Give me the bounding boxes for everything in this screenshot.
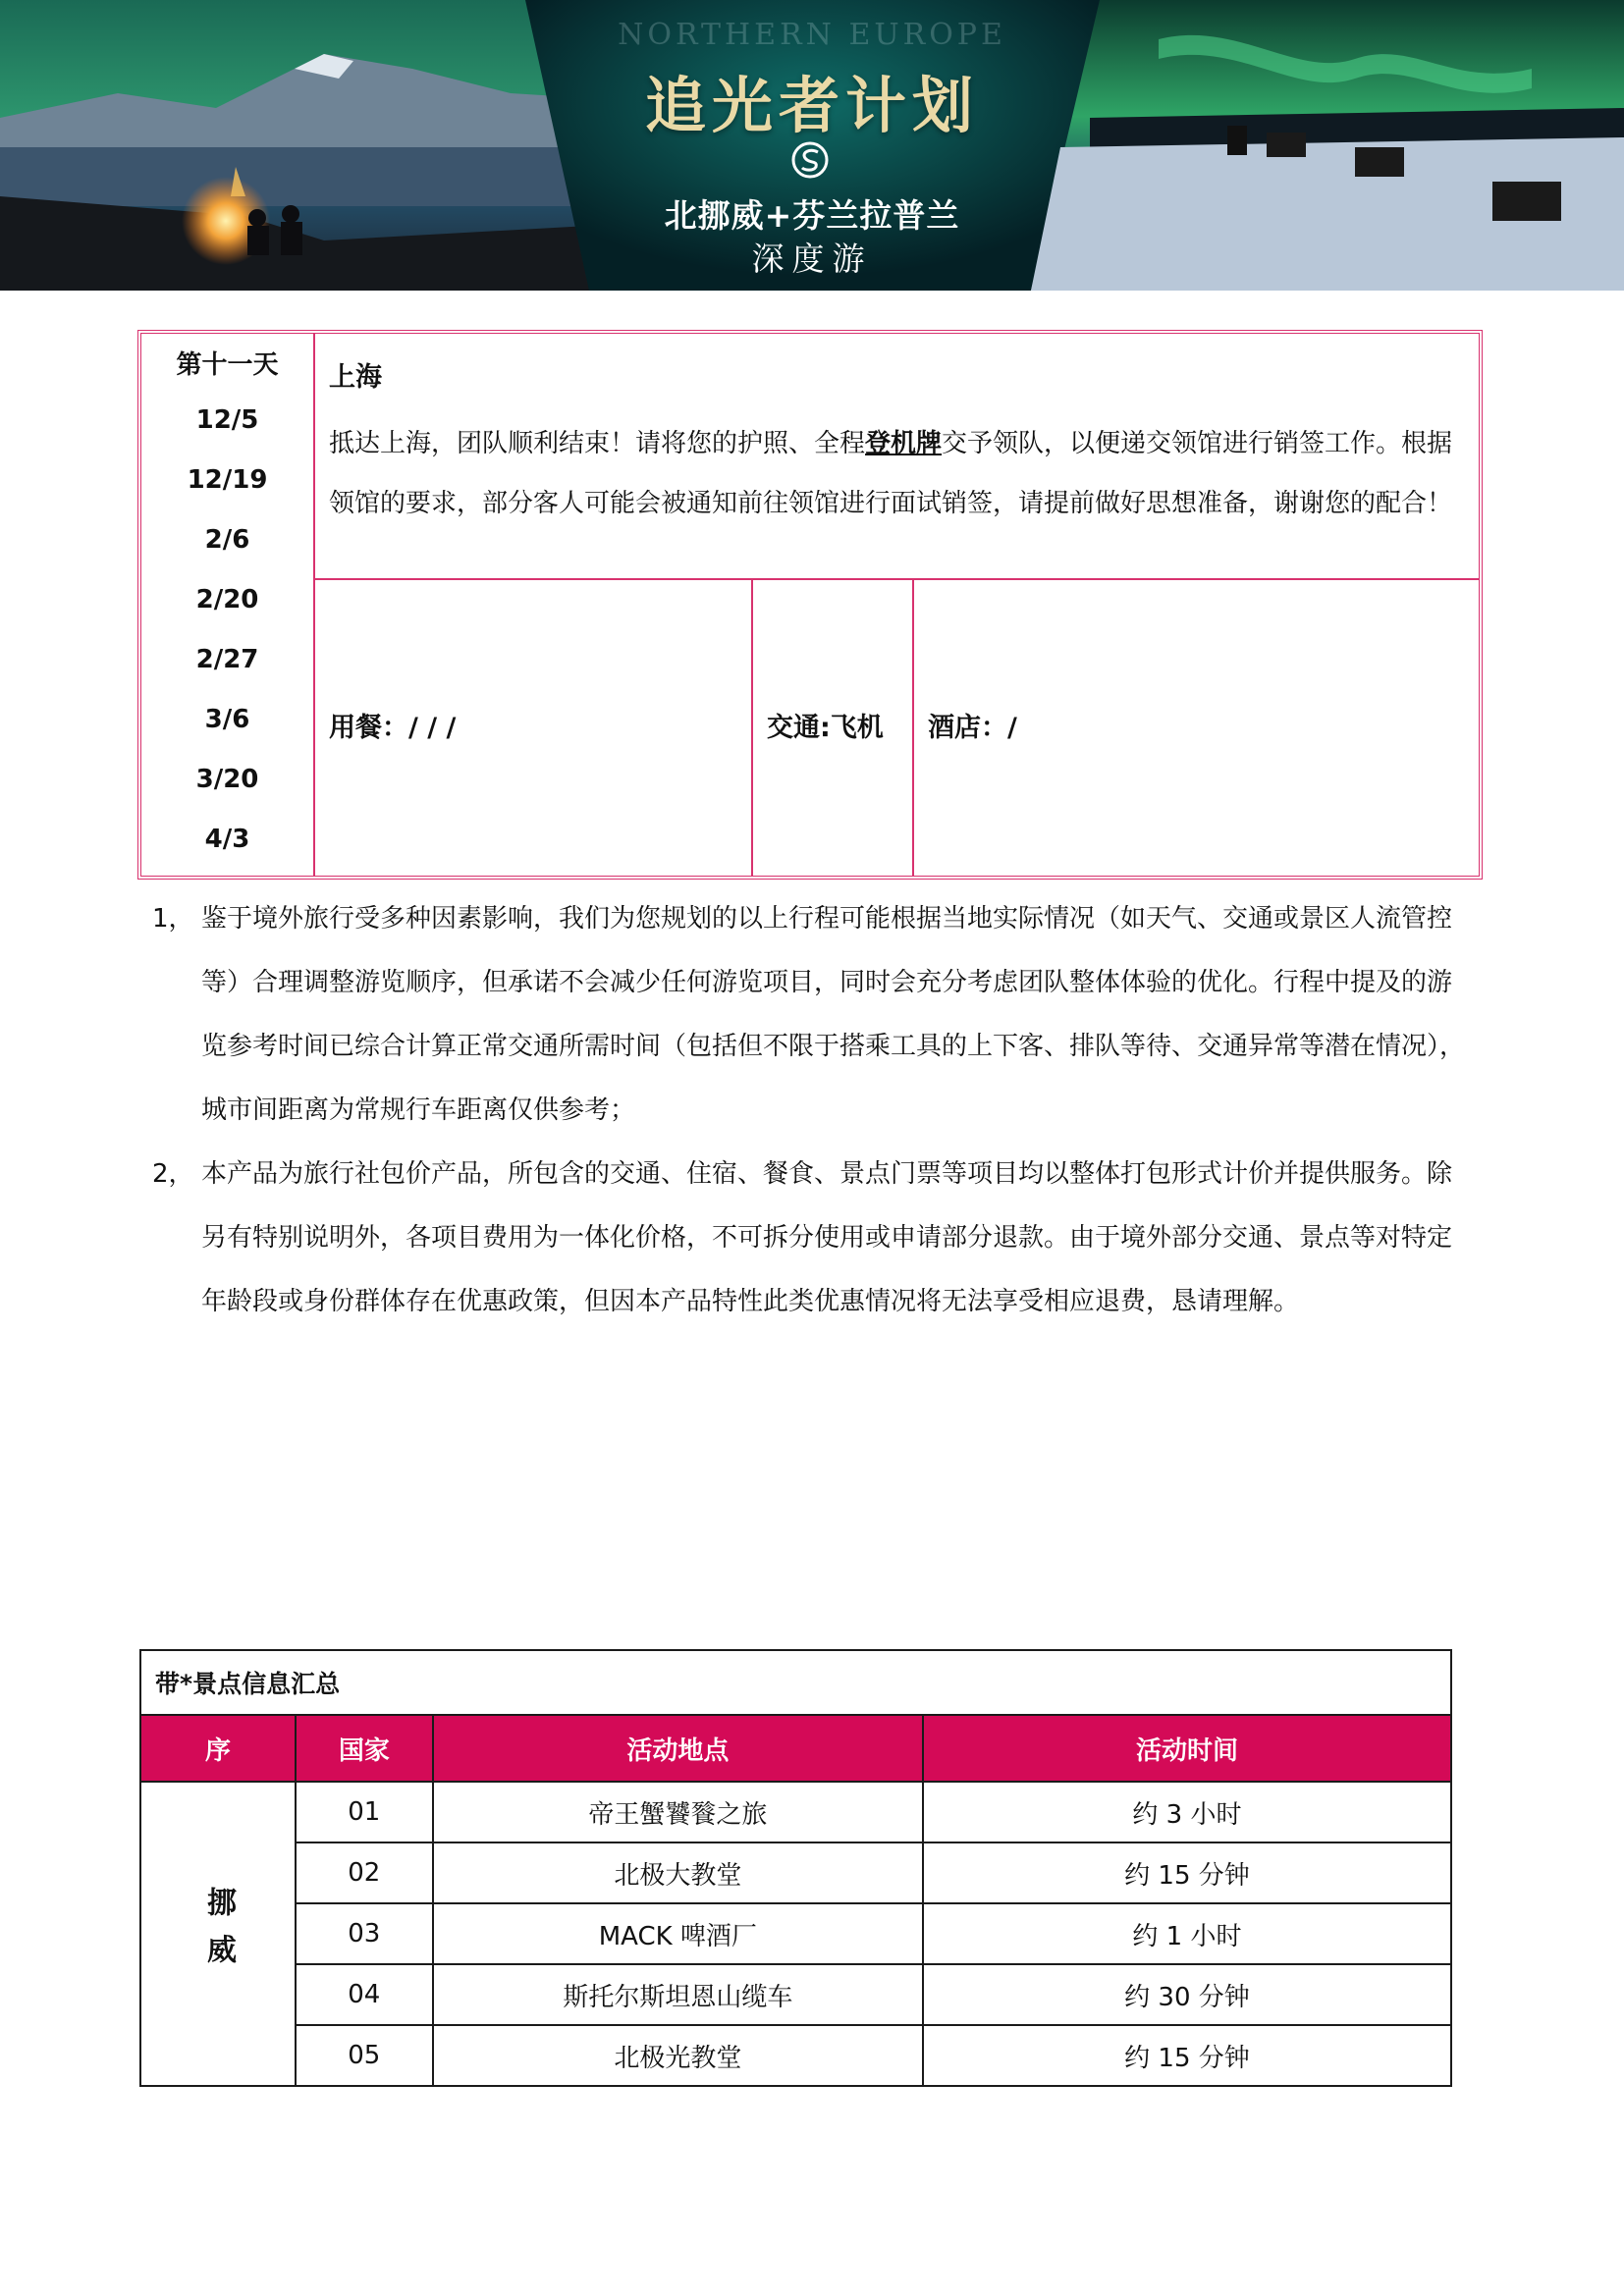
- city-name: 上海: [329, 362, 382, 393]
- departure-date: 3/20: [195, 765, 259, 794]
- notes-list: [152, 887, 1473, 1334]
- header-country: 国家: [296, 1715, 433, 1782]
- row-place: 帝王蟹饕餮之旅: [433, 1782, 923, 1842]
- note-text: 鉴于境外旅行受多种因素影响，我们为您规划的以上行程可能根据当地实际情况（如天气、交通或景区人流管控等）合理调整游览顺序，但承诺不会减少任何游览项目，同时会充分考虑团队整体体验的优化。行程中提及的游览参考时间已综合计算正常交通所需时间（包括但不限于搭乘工具的上下客、排队等待、交通异常等潜在情况），城市间距离为常规行车距离仅供参考；: [201, 904, 1466, 1125]
- departure-date: 2/6: [204, 525, 250, 555]
- departure-date: 4/3: [204, 825, 250, 854]
- note-text: 本产品为旅行社包价产品，所包含的交通、住宿、餐食、景点门票等项目均以整体打包形式计价并提供服务。除另有特别说明外，各项目费用为一体化价格，不可拆分使用或申请部分退款。由于境外部分交通、景点等对特定年龄段或身份群体存在优惠政策，但因本产品特性此类优惠情况将无法享受相应退费，恳请理解。: [201, 1159, 1453, 1316]
- meal-info: 用餐：/ / /: [315, 580, 753, 876]
- table-caption: 带*景点信息汇总: [140, 1650, 1451, 1715]
- row-time: 约 3 小时: [923, 1782, 1451, 1842]
- itinerary-table: [137, 330, 1483, 880]
- header-time: 活动时间: [923, 1715, 1451, 1782]
- row-time: 约 30 分钟: [923, 1964, 1451, 2025]
- departure-date: 12/19: [187, 465, 268, 495]
- row-place: MACK 啤酒厂: [433, 1903, 923, 1964]
- table-row: [140, 1964, 1451, 2025]
- brand-logo-icon: [790, 140, 830, 180]
- row-number: 02: [296, 1842, 433, 1903]
- transport-info: 交通:飞机: [753, 580, 914, 876]
- departure-date: 3/6: [204, 705, 250, 734]
- departure-date: 2/27: [195, 645, 259, 674]
- day-description: [329, 414, 1468, 534]
- row-time: 约 15 分钟: [923, 2025, 1451, 2086]
- day-column: [141, 334, 315, 876]
- banner-tour-type: 深度游: [751, 240, 873, 278]
- departure-date: 12/5: [195, 405, 259, 435]
- departure-date: 2/20: [195, 585, 259, 614]
- row-number: 01: [296, 1782, 433, 1842]
- row-place: 斯托尔斯坦恩山缆车: [433, 1964, 923, 2025]
- table-row: [140, 1903, 1451, 1964]
- banner-route: 北挪威+芬兰拉普兰: [664, 196, 960, 235]
- table-row: [140, 1842, 1451, 1903]
- header-seq: 序: [140, 1715, 296, 1782]
- desc-text: 抵达上海，团队顺利结束！请将您的护照、全程: [329, 429, 866, 458]
- desc-text: 交予领队，以便递交领馆进行销签工作。根据领馆的要求，部分客人可能会被通知前往领馆进行面试销签，请提前做好思想准备，谢谢您的配合！: [329, 429, 1453, 518]
- table-row: [140, 1782, 1451, 1842]
- attractions-table: [139, 1649, 1452, 2087]
- row-number: 04: [296, 1964, 433, 2025]
- day-details: [315, 334, 1479, 876]
- row-place: 北极大教堂: [433, 1842, 923, 1903]
- banner-subtitle-en: NORTHERN EUROPE: [618, 18, 1006, 52]
- row-place: 北极光教堂: [433, 2025, 923, 2086]
- day-label: 第十一天: [176, 350, 279, 380]
- row-number: 05: [296, 2025, 433, 2086]
- row-time: 约 1 小时: [923, 1903, 1451, 1964]
- note-number: 1，: [152, 904, 194, 934]
- note-item: [152, 1143, 1473, 1334]
- row-number: 03: [296, 1903, 433, 1964]
- banner-title: 追光者计划: [644, 70, 979, 141]
- country-cell: 挪威: [140, 1782, 296, 2086]
- table-row: [140, 2025, 1451, 2086]
- note-number: 2，: [152, 1159, 194, 1189]
- row-time: 约 15 分钟: [923, 1842, 1451, 1903]
- note-item: [152, 887, 1473, 1143]
- desc-emphasis: 登机牌: [865, 429, 943, 458]
- header-place: 活动地点: [433, 1715, 923, 1782]
- header-banner: [0, 0, 1624, 291]
- hotel-info: 酒店：/: [928, 713, 1017, 743]
